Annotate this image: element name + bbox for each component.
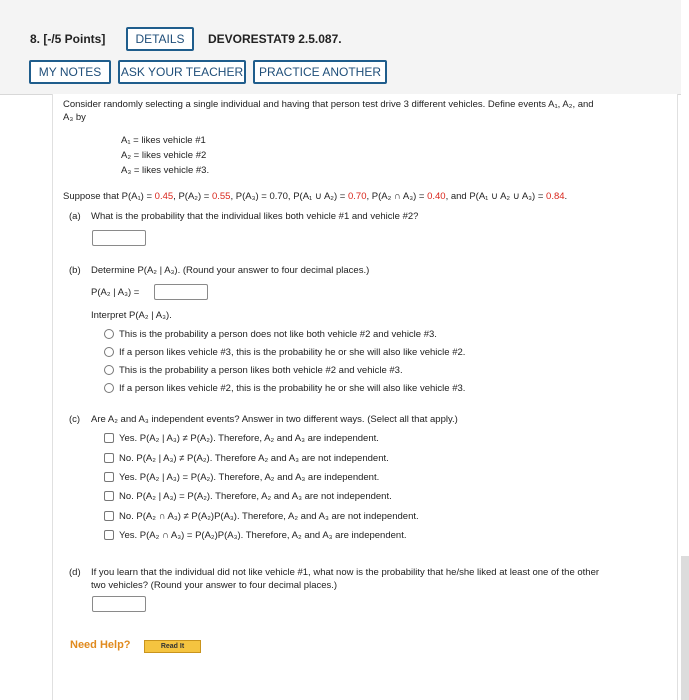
- part-c-option-3-checkbox[interactable]: [104, 472, 114, 482]
- part-b-option-3: This is the probability a person likes both vehicle #2 and vehicle #3.: [119, 365, 403, 376]
- part-d-answer-input[interactable]: [92, 596, 146, 612]
- intro-text: Consider randomly selecting a single individual and having that person test drive 3 different vehicles. Define events A₁, A₂, and: [63, 99, 594, 110]
- part-c-option-6: Yes. P(A₂ ∩ A₃) = P(A₂)P(A₃). Therefore, A₂ and A₃ are independent.: [119, 530, 407, 541]
- part-c-option-1-checkbox[interactable]: [104, 433, 114, 443]
- part-a-label: (a): [69, 211, 81, 222]
- part-b-option-4: If a person likes vehicle #2, this is the probability he or she will also like vehicle #3.: [119, 383, 466, 394]
- event-a3: A₃ = likes vehicle #3.: [121, 165, 210, 176]
- part-c-label: (c): [69, 414, 81, 425]
- part-b-answer-label: P(A₂ | A₃) =: [91, 287, 140, 298]
- intro-text-cont: A₃ by: [63, 112, 86, 123]
- p-a1-value: 0.45: [154, 191, 174, 202]
- part-d-label: (d): [69, 567, 81, 578]
- part-c-option-1: Yes. P(A₂ | A₃) ≠ P(A₂). Therefore, A₂ and A₃ are independent.: [119, 433, 379, 444]
- ask-teacher-button[interactable]: ASK YOUR TEACHER: [118, 60, 246, 84]
- question-id: DEVORESTAT9 2.5.087.: [208, 32, 342, 46]
- question-header: [0, 0, 681, 95]
- details-button[interactable]: DETAILS: [126, 27, 194, 51]
- p-union-all-value: 0.84: [546, 191, 565, 202]
- part-c-option-4: No. P(A₂ | A₃) = P(A₂). Therefore, A₂ and A₃ are not independent.: [119, 491, 392, 502]
- part-b-interpret-label: Interpret P(A₂ | A₃).: [91, 310, 172, 321]
- my-notes-button[interactable]: MY NOTES: [29, 60, 111, 84]
- scrollbar[interactable]: [681, 556, 689, 700]
- part-b-option-2: If a person likes vehicle #3, this is the probability he or she will also like vehicle #2.: [119, 347, 466, 358]
- part-b-option-2-radio[interactable]: [104, 347, 114, 357]
- part-b-question: Determine P(A₂ | A₃). (Round your answer to four decimal places.): [91, 265, 370, 276]
- part-a-answer-input[interactable]: [92, 230, 146, 246]
- part-b-option-1-radio[interactable]: [104, 329, 114, 339]
- event-a1: A₁ = likes vehicle #1: [121, 135, 206, 146]
- read-it-button[interactable]: Read It: [144, 640, 201, 653]
- part-b-answer-input[interactable]: [154, 284, 208, 300]
- event-a2: A₂ = likes vehicle #2: [121, 150, 207, 161]
- part-b-option-1: This is the probability a person does not like both vehicle #2 and vehicle #3.: [119, 329, 437, 340]
- part-c-option-5-checkbox[interactable]: [104, 511, 114, 521]
- part-b-option-4-radio[interactable]: [104, 383, 114, 393]
- part-c-option-2: No. P(A₂ | A₃) ≠ P(A₂). Therefore A₂ and A₃ are not independent.: [119, 453, 389, 464]
- part-c-option-2-checkbox[interactable]: [104, 453, 114, 463]
- p-a2-value: 0.55: [211, 191, 231, 202]
- given-probabilities: Suppose that P(A₁) = 0.45, P(A₂) = 0.55, P(A₃) = 0.70, P(A₁ ∪ A₂) = 0.70, P(A₂ ∩ A₃) = 0.40, and P(A₁ ∪ A₂ ∪ A₃) = 0.84.: [63, 191, 568, 202]
- part-b-option-3-radio[interactable]: [104, 365, 114, 375]
- part-d-question-cont: two vehicles? (Round your answer to four decimal places.): [91, 580, 338, 591]
- part-c-option-4-checkbox[interactable]: [104, 491, 114, 501]
- part-c-option-6-checkbox[interactable]: [104, 530, 114, 540]
- practice-another-button[interactable]: PRACTICE ANOTHER: [253, 60, 387, 84]
- question-number: 8. [-/5 Points]: [30, 32, 106, 46]
- part-d-question: If you learn that the individual did not like vehicle #1, what now is the probability that he/she liked at least one of the other: [91, 567, 600, 578]
- part-c-option-5: No. P(A₂ ∩ A₃) ≠ P(A₂)P(A₃). Therefore, A₂ and A₃ are not independent.: [119, 511, 419, 522]
- question-content: [52, 94, 678, 700]
- part-c-question: Are A₂ and A₃ independent events? Answer in two different ways. (Select all that apply.): [91, 414, 458, 425]
- part-b-label: (b): [69, 265, 81, 276]
- need-help-label: Need Help?: [70, 639, 131, 651]
- p-a2-and-a3-value: 0.40: [427, 191, 446, 202]
- part-c-option-3: Yes. P(A₂ | A₃) = P(A₂). Therefore, A₂ and A₃ are independent.: [119, 472, 380, 483]
- p-a1-or-a2-value: 0.70: [347, 191, 367, 202]
- part-a-question: What is the probability that the individual likes both vehicle #1 and vehicle #2?: [91, 211, 419, 222]
